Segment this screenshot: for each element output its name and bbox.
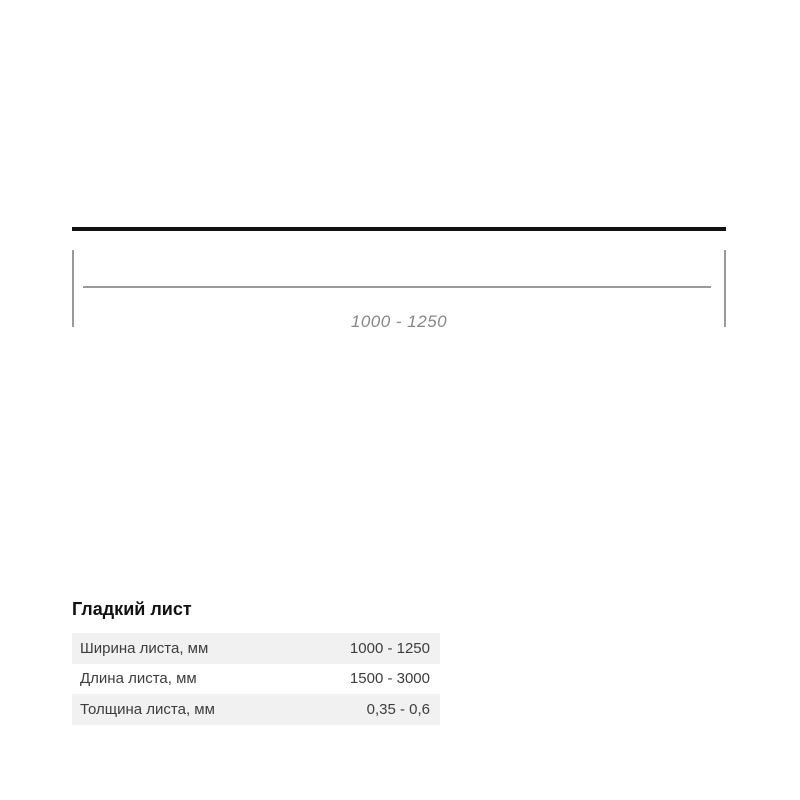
spec-table — [72, 633, 440, 725]
width-dimension-line — [83, 286, 711, 288]
table-row — [72, 664, 440, 695]
sheet-profile-line — [72, 227, 726, 231]
section-title: Гладкий лист — [72, 599, 192, 619]
table-row — [72, 694, 440, 725]
spec-row-value: 0,35 - 0,6 — [366, 700, 430, 718]
spec-row-value: 1000 - 1250 — [349, 639, 430, 657]
spec-row-label: Толщина листа, мм — [80, 700, 215, 718]
spec-row-label: Ширина листа, мм — [80, 639, 209, 657]
table-row — [72, 633, 440, 664]
spec-row-label: Длина листа, мм — [80, 670, 197, 688]
spec-row-value: 1500 - 3000 — [349, 670, 430, 688]
width-dimension-label: 1000 - 1250 — [350, 312, 448, 331]
